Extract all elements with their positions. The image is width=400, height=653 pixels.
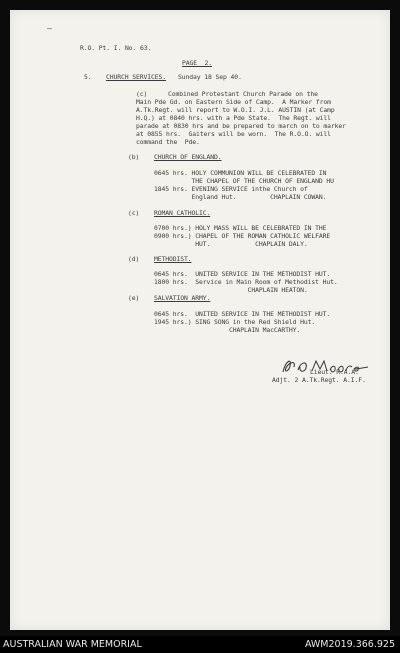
para-c-line: at 0855 hrs. Gaiters will be worn. The R.O.O. will <box>136 130 331 138</box>
top-mark: — <box>47 24 52 33</box>
accession-number: AWM2019.366.925 <box>304 639 395 650</box>
sub-d-line: 1800 hrs. Service in Main Room of Methodist Hut. <box>154 278 338 286</box>
sub-c-line: 0700 hrs.) HOLY MASS WILL BE CELEBRATED IN THE <box>154 224 327 232</box>
para-c-marker: (c) <box>136 90 148 98</box>
sub-e-line: 0645 hrs. UNITED SERVICE IN THE METHODIST HUT. <box>154 310 331 318</box>
sub-c-heading: ROMAN CATHOLIC. <box>154 209 211 217</box>
section-title: CHURCH SERVICES. <box>106 73 166 81</box>
section-number: 5. <box>84 73 92 81</box>
sub-d-line: 0645 hrs. UNITED SERVICE IN THE METHODIST HUT. <box>154 270 331 278</box>
sub-b-line: 1845 hrs. EVENING SERVICE inthe Church of <box>154 185 308 193</box>
order-reference: R.O. Pt. I. No. 63. <box>80 44 152 52</box>
sub-b-line: England Hut. CHAPLAIN COWAN. <box>154 193 327 201</box>
para-c-line: parade at 0830 hrs and be prepared to march on to marker <box>136 122 346 130</box>
sub-d-line: CHAPLAIN HEATON. <box>154 286 308 294</box>
sub-b-heading: CHURCH OF ENGLAND. <box>154 153 222 161</box>
sub-e-line: 1945 hrs.) SING SONG in the Red Shield Hut. <box>154 318 316 326</box>
para-c-line: command the Pde. <box>136 138 200 146</box>
signatory-rank: Lieut. R.A.A. <box>310 368 359 376</box>
archive-footer <box>0 636 400 653</box>
sub-d-marker: (d) <box>128 255 140 263</box>
para-c-line: Main Pde Gd. on Eastern Side of Camp. A Marker from <box>136 98 331 106</box>
document-page <box>10 10 390 630</box>
sub-d-heading: METHODIST. <box>154 255 192 263</box>
section-date: Sunday 18 Sep 40. <box>178 73 242 81</box>
signatory-appointment: Adjt. 2 A.Tk.Regt. A.I.F. <box>272 376 366 384</box>
sub-c-marker: (c) <box>128 209 140 217</box>
para-c-line: H.Q.) at 0840 hrs. with a Pde State. The Regt. will <box>136 114 331 122</box>
para-c-line: Combined Protestant Church Parade on the <box>168 90 318 98</box>
para-c-line: A.Tk.Regt. will report to W.O.I. J.L. AUSTIN (at Camp <box>136 106 335 114</box>
sub-b-line: THE CHAPEL OF THE CHURCH OF ENGLAND HU <box>154 177 334 185</box>
institution-name: AUSTRALIAN WAR MEMORIAL <box>3 639 142 650</box>
sub-c-line: HUT. CHAPLAIN DALY. <box>154 240 308 248</box>
sub-e-heading: SALVATION ARMY. <box>154 294 211 302</box>
sub-b-marker: (b) <box>128 153 140 161</box>
page-number: PAGE 2. <box>182 59 212 67</box>
sub-b-line: 0645 hrs. HOLY COMMUNION WILL BE CELEBRATED IN <box>154 169 327 177</box>
sub-e-line: CHAPLAIN MacCARTHY. <box>154 326 301 334</box>
sub-c-line: 0900 hrs.) CHAPEL OF THE ROMAN CATHOLIC WELFARE <box>154 232 331 240</box>
sub-e-marker: (e) <box>128 294 140 302</box>
